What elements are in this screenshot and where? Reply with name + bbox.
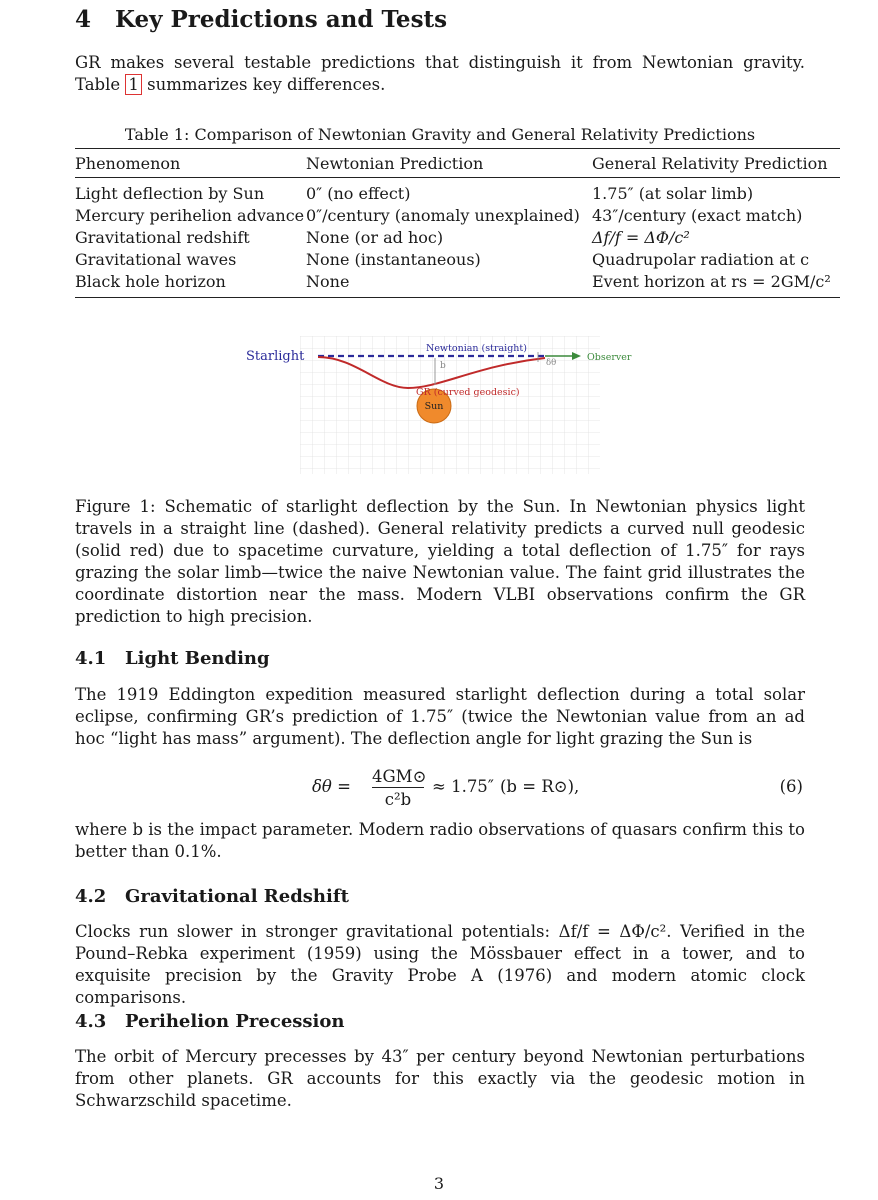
sun-label: Sun (424, 401, 444, 412)
table-row (75, 270, 840, 298)
subsection-heading-redshift (75, 886, 349, 907)
table-row (75, 248, 840, 270)
observer-label: Observer (587, 352, 632, 363)
redshift-paragraph: Clocks run slower in stronger gravitational potentials: Δf/f = ΔΦ/c². Verified in the Pound–Rebka experiment (1959) using the Mössbauer effect in a tower, and to exquisite precision by the Gravity Probe A (1976) and modern atomic clock comparisons. (75, 922, 805, 1007)
intro-text-after: summarizes key differences. (141, 75, 386, 94)
table-header-newtonian: Newtonian Prediction (306, 153, 484, 173)
section-title: Key Predictions and Tests (115, 6, 448, 33)
light-bending-paragraph: The 1919 Eddington expedition measured starlight deflection during a total solar eclipse, confirming GR’s prediction of 1.75″ (twice the Newtonian value from an ad hoc “light has mass” argument). The deflection angle for light grazing the Sun is (75, 685, 805, 748)
subsection-title: Gravitational Redshift (125, 886, 349, 907)
figure-caption: Figure 1: Schematic of starlight deflection by the Sun. In Newtonian physics light travels in a straight line (dashed). General relativity predicts a curved null geodesic (solid red) due to spacetime curvature, yielding a total deflection of 1.75″ for rays grazing the solar limb—twice the naive Newtonian value. The faint grid illustrates the coordinate distortion near the mass. Modern VLBI observations confirm the GR prediction to high precision. (75, 497, 805, 626)
table-row (75, 204, 840, 226)
section-heading (75, 6, 447, 33)
deflection-equation (0, 766, 878, 812)
table-cell-gr: 1.75″ (at solar limb) (592, 183, 754, 203)
table-cell-phenomenon: Light deflection by Sun (75, 183, 265, 203)
table-cell-gr: Δf/f = ΔΦ/c² (592, 227, 690, 247)
subsection-number: 4.1 (75, 648, 107, 669)
table-cell-newtonian: 0″ (no effect) (306, 183, 411, 203)
equation-numerator: 4GM⊙ (372, 767, 427, 786)
starlight-label: Starlight (246, 349, 305, 364)
subsection-heading-light-bending (75, 648, 270, 669)
table-cell-phenomenon: Black hole horizon (75, 271, 226, 291)
subsection-number: 4.3 (75, 1011, 107, 1032)
table-header-row (75, 149, 840, 178)
table-cell-gr: Event horizon at rs = 2GM/c² (592, 271, 831, 291)
table-cell-phenomenon: Gravitational waves (75, 249, 237, 269)
equation-condition: (b = R⊙), (500, 777, 580, 796)
table-cell-phenomenon: Gravitational redshift (75, 227, 250, 247)
subsection-title: Light Bending (125, 648, 270, 669)
table-caption: Table 1: Comparison of Newtonian Gravity and General Relativity Predictions (124, 125, 756, 144)
page-number: 3 (433, 1174, 445, 1193)
impact-parameter-label: b (440, 361, 446, 371)
gr-label: GR (curved geodesic) (416, 387, 520, 398)
table-cell-newtonian: None (instantaneous) (306, 249, 481, 269)
comparison-table (75, 148, 840, 298)
table-row (75, 178, 840, 205)
table-cell-newtonian: 0″/century (anomaly unexplained) (306, 205, 580, 225)
deflection-angle-label: δθ (546, 358, 557, 368)
table-cell-newtonian: None (306, 271, 350, 291)
table-row (75, 226, 840, 248)
table-cell-newtonian: None (or ad hoc) (306, 227, 444, 247)
equation-rhs: ≈ 1.75″ (432, 777, 494, 796)
newtonian-label: Newtonian (straight) (426, 343, 527, 354)
subsection-title: Perihelion Precession (125, 1011, 345, 1032)
intro-paragraph (75, 52, 805, 96)
subsection-number: 4.2 (75, 886, 107, 907)
equation-denominator: c²b (384, 790, 412, 809)
subsection-heading-perihelion (75, 1011, 344, 1032)
table-cell-gr: 43″/century (exact match) (592, 205, 803, 225)
table-header-phenomenon: Phenomenon (75, 153, 181, 173)
perihelion-paragraph: The orbit of Mercury precesses by 43″ per century beyond Newtonian perturbations from other planets. GR accounts for this exactly via the geodesic motion in Schwarzschild spacetime. (75, 1047, 805, 1110)
equation-lhs: δθ = (312, 777, 351, 796)
table-cell-phenomenon: Mercury perihelion advance (75, 205, 305, 225)
section-number: 4 (75, 6, 92, 33)
intro-text-before: GR makes several testable predictions that distinguish it from Newtonian gravity. Table (75, 53, 805, 94)
comparison-table-wrapper (75, 148, 840, 298)
light-deflection-figure (240, 330, 660, 478)
table-header-gr: General Relativity Prediction (592, 153, 828, 173)
table-cell-gr: Quadrupolar radiation at c (592, 249, 810, 269)
impact-parameter-paragraph: where b is the impact parameter. Modern radio observations of quasars confirm this to better than 0.1%. (75, 820, 805, 861)
table-reference-link[interactable]: 1 (125, 74, 142, 95)
equation-number: (6) (779, 777, 803, 796)
